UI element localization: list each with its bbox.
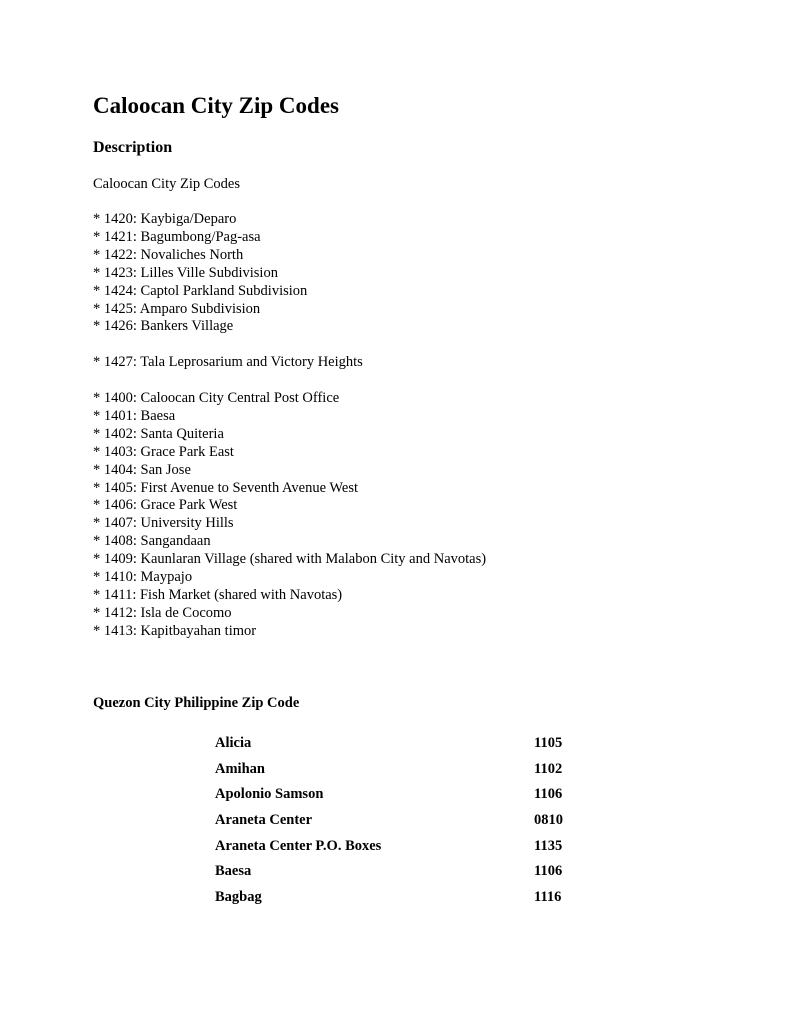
list-item: * 1423: Lilles Ville Subdivision — [93, 264, 278, 281]
list-item: * 1409: Kaunlaran Village (shared with Malabon City and Navotas) — [93, 551, 487, 568]
zip-code-cell: 0810 — [534, 812, 563, 829]
zip-list-group-1 — [93, 211, 307, 336]
area-name-cell: Bagbag — [215, 888, 262, 905]
list-item: * 1402: Santa Quiteria — [93, 425, 224, 442]
zip-code-cell: 1106 — [534, 786, 563, 803]
list-item: * 1408: Sangandaan — [93, 533, 211, 550]
table-row — [215, 808, 594, 834]
list-item: * 1424: Captol Parkland Subdivision — [93, 282, 308, 299]
area-name-cell: Alicia — [215, 735, 252, 752]
quezon-zip-table — [215, 731, 594, 910]
list-item: * 1411: Fish Market (shared with Navotas) — [93, 586, 343, 603]
list-item: * 1410: Maypajo — [93, 569, 193, 586]
table-row — [215, 833, 594, 859]
list-item: * 1413: Kapitbayahan timor — [93, 622, 257, 639]
table-row — [215, 782, 594, 808]
page-title: Caloocan City Zip Codes — [93, 93, 339, 118]
table-row — [215, 757, 594, 783]
list-item: * 1425: Amparo Subdivision — [93, 300, 261, 317]
zip-code-cell: 1102 — [534, 760, 563, 777]
list-item: * 1406: Grace Park West — [93, 497, 238, 514]
list-item: * 1404: San Jose — [93, 461, 191, 478]
table-row — [215, 885, 594, 911]
area-name-cell: Baesa — [215, 863, 252, 880]
area-name-cell: Araneta Center P.O. Boxes — [215, 837, 382, 854]
list-item: * 1426: Bankers Village — [93, 318, 234, 335]
zip-code-cell: 1105 — [534, 735, 563, 752]
area-name-cell: Apolonio Samson — [215, 786, 324, 803]
list-item: * 1400: Caloocan City Central Post Office — [93, 390, 340, 406]
quezon-city-heading: Quezon City Philippine Zip Code — [93, 695, 300, 711]
zip-list-group-2 — [93, 354, 363, 372]
zip-code-cell: 1106 — [534, 863, 563, 880]
list-item: * 1403: Grace Park East — [93, 443, 234, 460]
list-item: * 1401: Baesa — [93, 407, 176, 424]
table-row — [215, 731, 594, 757]
description-heading: Description — [93, 139, 173, 156]
list-item: * 1407: University Hills — [93, 515, 234, 532]
list-item: * 1421: Bagumbong/Pag-asa — [93, 228, 261, 245]
list-item: * 1412: Isla de Cocomo — [93, 604, 232, 621]
intro-text: Caloocan City Zip Codes — [93, 176, 240, 192]
zip-list-group-3 — [93, 390, 486, 641]
list-item: * 1427: Tala Leprosarium and Victory Heights — [93, 354, 363, 370]
area-name-cell: Amihan — [215, 760, 265, 777]
area-name-cell: Araneta Center — [215, 812, 313, 829]
zip-code-cell: 1135 — [534, 837, 563, 854]
table-row — [215, 859, 594, 885]
list-item: * 1405: First Avenue to Seventh Avenue West — [93, 479, 359, 496]
list-item: * 1422: Novaliches North — [93, 246, 244, 263]
zip-code-cell: 1116 — [534, 888, 562, 905]
list-item: * 1420: Kaybiga/Deparo — [93, 211, 237, 227]
